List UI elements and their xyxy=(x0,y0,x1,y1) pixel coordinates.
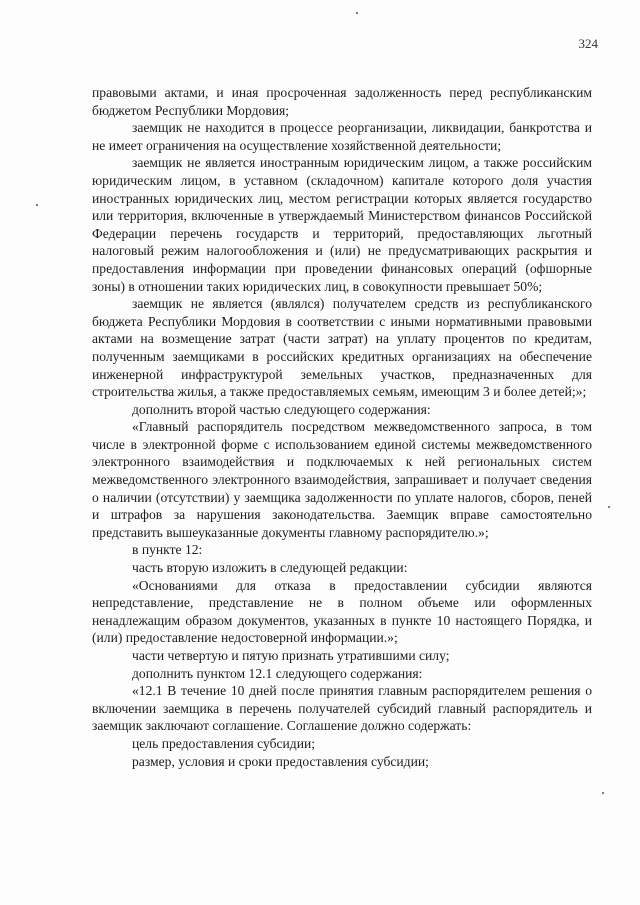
paragraph-6: «Главный распорядитель посредством межведомственного запроса, в том числе в электронной форме с использованием единой системы межведомственного электронного взаимодействия и подключаемых к ней региональных систем межведомственного электронного взаимодействия, запрашивает и получает сведения о наличии (отсутствии) у заемщика задолженности по уплате налогов, сборов, пеней и штрафов за нарушения законодательства. Заемщик вправе самостоятельно представить вышеуказанные документы главному распорядителю.»; xyxy=(92,419,592,540)
paragraph-12: «12.1 В течение 10 дней после принятия главным распорядителем решения о включении заемщика в перечень получателей субсидий главный распорядитель и заемщик заключают соглашение. Соглашение должно содержать: xyxy=(92,683,592,734)
scan-speck xyxy=(602,792,604,794)
paragraph-2: заемщик не находится в процессе реорганизации, ликвидации, банкротства и не имеет ограничения на осуществление хозяйственной деятельности; xyxy=(92,120,592,153)
paragraph-14: размер, условия и сроки предоставления субсидии; xyxy=(132,753,429,769)
scan-speck xyxy=(36,204,38,206)
paragraph-13: цель предоставления субсидии; xyxy=(132,735,316,751)
paragraph-11: дополнить пунктом 12.1 следующего содержания: xyxy=(132,665,423,681)
scan-speck xyxy=(608,506,610,508)
paragraph-7: в пункте 12: xyxy=(132,542,203,558)
page-number: 324 xyxy=(578,36,598,51)
scan-speck xyxy=(356,12,358,14)
document-body xyxy=(92,84,592,770)
paragraph-8: часть вторую изложить в следующей редакции: xyxy=(132,560,408,576)
paragraph-1: правовыми актами, и иная просроченная задолженность перед республиканским бюджетом Республики Мордовия; xyxy=(92,85,592,118)
paragraph-5: дополнить второй частью следующего содержания: xyxy=(132,401,431,417)
paragraph-4: заемщик не является (являлся) получателем средств из республиканского бюджета Республики Мордовия в соответствии с иными нормативными правовыми актами на возмещение затрат (части затрат) на уплату процентов по кредитам, полученным заемщиками в российских кредитных организациях на обеспечение инженерной инфраструктурой земельных участков, предназначенных для строительства жилья, а также предоставляемых семьям, имеющим 3 и более детей;»; xyxy=(92,296,592,400)
paragraph-9: «Основаниями для отказа в предоставлении субсидии являются непредставление, представление не в полном объеме или оформленных ненадлежащим образом документов, указанных в пункте 10 настоящего Порядка, и (или) предоставление недостоверной информации.»; xyxy=(92,577,592,646)
paragraph-3: заемщик не является иностранным юридическим лицом, а также российским юридическим лицом, в уставном (складочном) капитале которого доля участия иностранных юридических лиц, местом регистрации которых является государство или территория, включенные в утверждаемый Министерством финансов Российской Федерации перечень государств и территорий, предоставляющих льготный налоговый режим налогообложения и (или) не предусматривающих раскрытия и предоставления информации при проведении финансовых операций (офшорные зоны) в отношении таких юридических лиц, в совокупности превышает 50%; xyxy=(92,155,592,294)
paragraph-10: части четвертую и пятую признать утратившими силу; xyxy=(132,648,450,663)
